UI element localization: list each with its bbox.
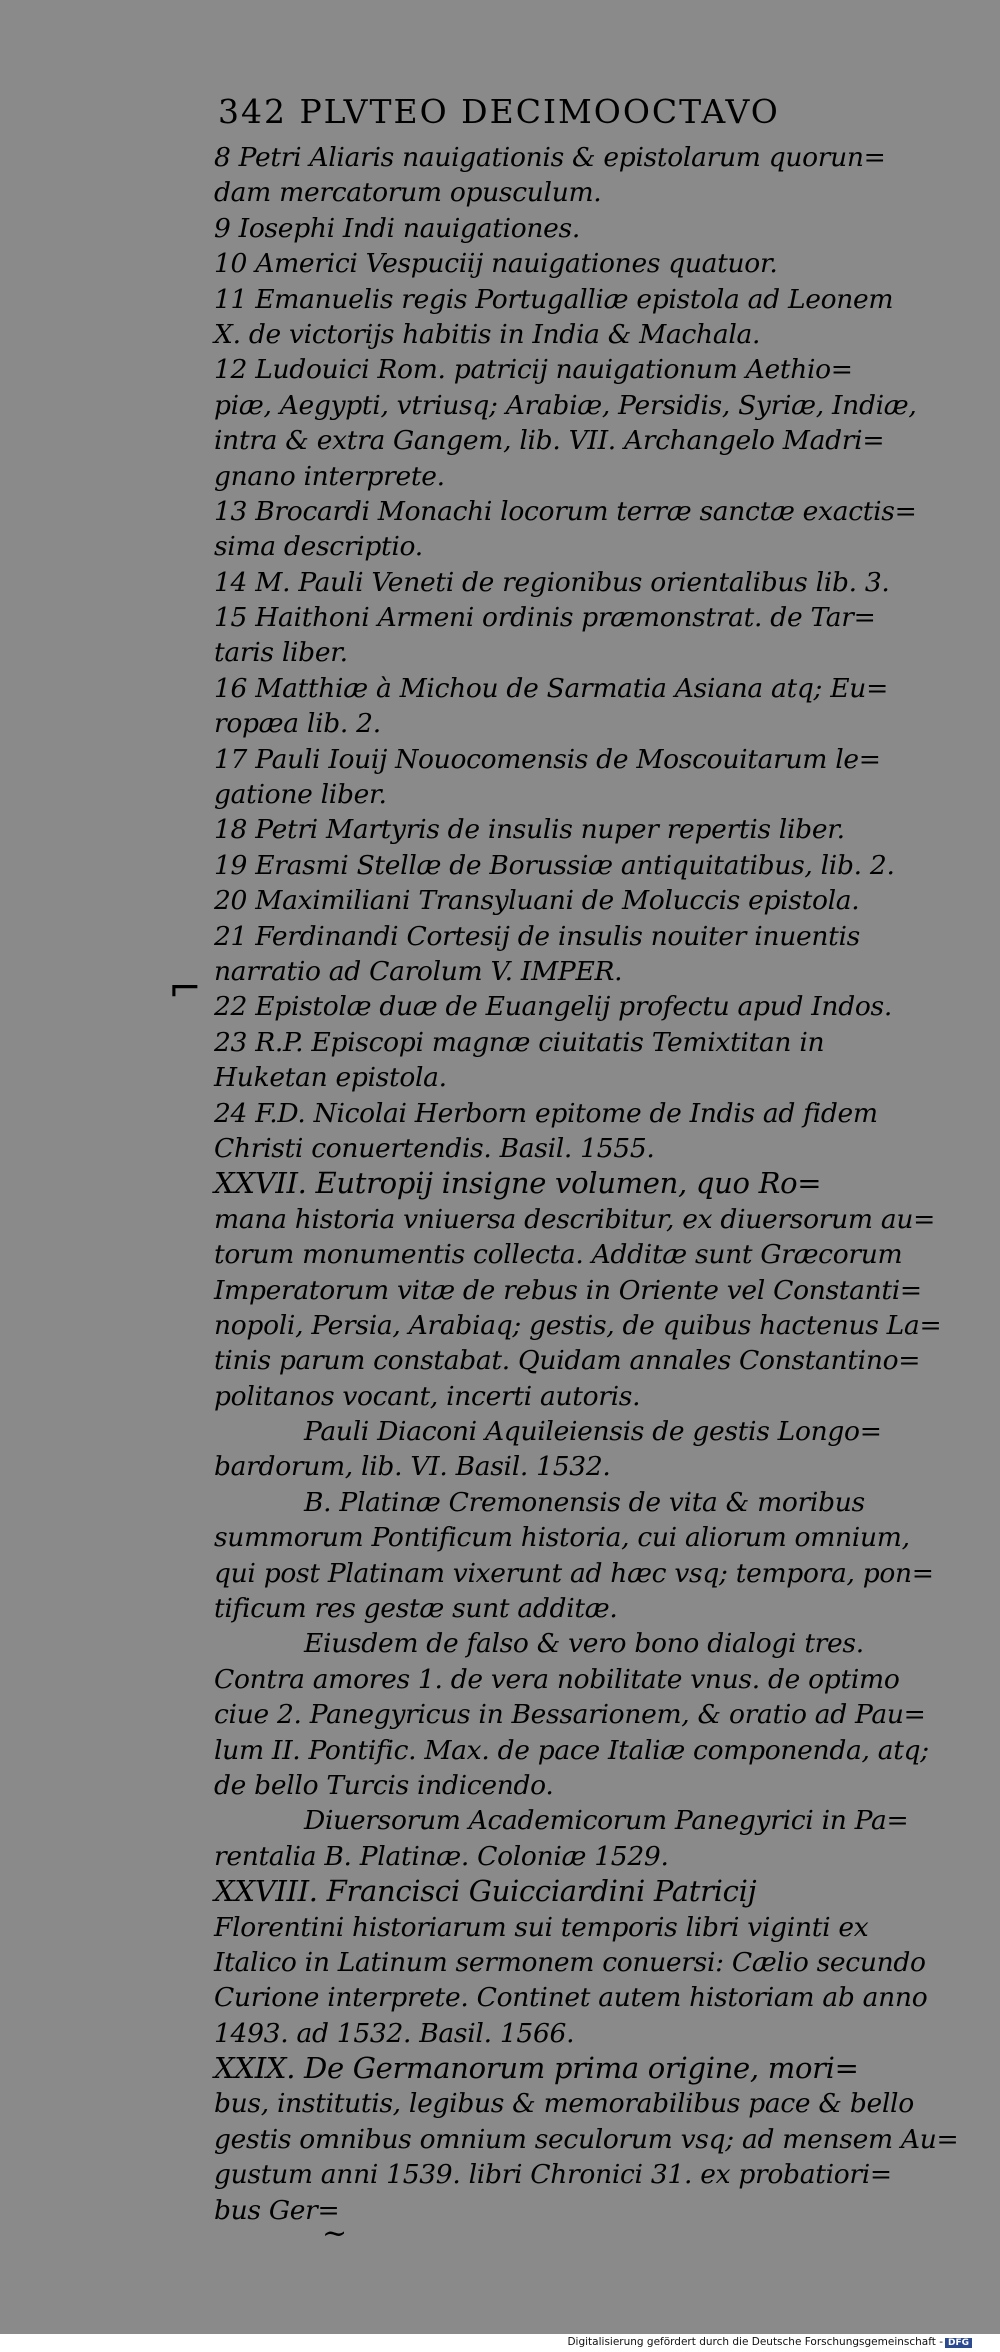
text-line: lum II. Pontific. Max. de pace Italiæ componenda, atq;: [214, 1734, 929, 1766]
text-line: 24 F.D. Nicolai Herborn epitome de Indis ad fidem: [214, 1097, 878, 1129]
text-line: 16 Matthiæ à Michou de Sarmatia Asiana atq; Eu=: [214, 672, 888, 704]
text-line: Contra amores 1. de vera nobilitate vnus. de optimo: [214, 1663, 900, 1695]
text-line: torum monumentis collecta. Additæ sunt Græcorum: [214, 1239, 903, 1271]
text-line: Florentini historiarum sui temporis libri viginti ex: [214, 1911, 869, 1943]
text-line: XXVIII. Francisci Guicciardini Patricij: [214, 1874, 757, 1909]
text-line: sima descriptio.: [214, 531, 423, 563]
text-line: de bello Turcis indicendo.: [214, 1769, 554, 1801]
text-line: 9 Iosephi Indi nauigationes.: [214, 212, 580, 244]
text-line: qui post Platinam vixerunt ad hæc vsq; tempora, pon=: [214, 1557, 934, 1589]
text-line: XXVII. Eutropij insigne volumen, quo Ro=: [214, 1166, 822, 1201]
text-line: Imperatorum vitæ de rebus in Oriente vel Constanti=: [214, 1274, 922, 1306]
text-line: intra & extra Gangem, lib. VII. Archangelo Madri=: [214, 425, 885, 457]
text-line: 13 Brocardi Monachi locorum terræ sanctæ exactis=: [214, 495, 917, 527]
text-line: Huketan epistola.: [214, 1062, 447, 1094]
text-line: Eiusdem de falso & vero bono dialogi tres.: [304, 1628, 864, 1660]
text-line: 11 Emanuelis regis Portugalliæ epistola ad Leonem: [214, 283, 894, 315]
text-line: dam mercatorum opusculum.: [214, 177, 602, 209]
text-line: bus, institutis, legibus & memorabilibus pace & bello: [214, 2088, 914, 2120]
text-line: tificum res gestæ sunt additæ.: [214, 1593, 618, 1625]
text-line: bardorum, lib. VI. Basil. 1532.: [214, 1451, 611, 1483]
text-line: Diuersorum Academicorum Panegyrici in Pa=: [304, 1805, 909, 1837]
text-line: taris liber.: [214, 637, 348, 669]
text-line: X. de victorijs habitis in India & Machala.: [214, 318, 761, 350]
text-line: 17 Pauli Iouij Nouocomensis de Moscouitarum le=: [214, 743, 881, 775]
text-line: 22 Epistolæ duæ de Euangelij profectu apud Indos.: [214, 991, 892, 1023]
text-line: summorum Pontificum historia, cui aliorum omnium,: [214, 1522, 910, 1554]
dfg-logo: DFG: [945, 2338, 972, 2348]
text-line: tinis parum constabat. Quidam annales Constantino=: [214, 1345, 921, 1377]
text-line: Italico in Latinum sermonem conuersi: Cælio secundo: [214, 1946, 926, 1978]
text-line: Christi conuertendis. Basil. 1555.: [214, 1132, 655, 1164]
text-line: gatione liber.: [214, 779, 387, 811]
text-line: Curione interprete. Continet autem historiam ab anno: [214, 1982, 928, 2014]
text-line: ropæa lib. 2.: [214, 708, 381, 740]
text-line: gnano interprete.: [214, 460, 445, 492]
text-line: 23 R.P. Episcopi magnæ ciuitatis Temixtitan in: [214, 1026, 825, 1058]
text-line: 15 Haithoni Armeni ordinis præmonstrat. de Tar=: [214, 602, 876, 634]
text-line: bus Ger=: [214, 2194, 340, 2226]
text-line: ciue 2. Panegyricus in Bessarionem, & oratio ad Pau=: [214, 1699, 926, 1731]
text-line: 12 Ludouici Rom. patricij nauigationum Aethio=: [214, 354, 853, 386]
text-line: 14 M. Pauli Veneti de regionibus orientalibus lib. 3.: [214, 566, 890, 598]
margin-annotation-mark: ⌐: [168, 966, 202, 1012]
footer-credit-text: Digitalisierung gefördert durch die Deutsche Forschungsgemeinschaft -: [567, 2336, 943, 2348]
bottom-annotation-mark: ~: [322, 2216, 348, 2251]
text-line: 21 Ferdinandi Cortesij de insulis nouiter inuentis: [214, 920, 860, 952]
text-line: XXIX. De Germanorum prima origine, mori=: [214, 2051, 859, 2086]
text-line: 19 Erasmi Stellæ de Borussiæ antiquitatibus, lib. 2.: [214, 849, 895, 881]
text-line: rentalia B. Platinæ. Coloniæ 1529.: [214, 1840, 669, 1872]
text-line: 8 Petri Aliaris nauigationis & epistolarum quorun=: [214, 142, 886, 173]
footer-credit: [567, 2336, 972, 2348]
text-line: 1493. ad 1532. Basil. 1566.: [214, 2017, 575, 2049]
text-line: narratio ad Carolum V. IMPER.: [214, 955, 623, 987]
text-line: gestis omnibus omnium seculorum vsq; ad mensem Au=: [214, 2123, 959, 2155]
text-line: 18 Petri Martyris de insulis nuper repertis liber.: [214, 814, 845, 846]
text-line: mana historia vniuersa describitur, ex diuersorum au=: [214, 1203, 935, 1235]
text-line: 10 Americi Vespuciij nauigationes quatuor.: [214, 248, 778, 280]
body-text: [214, 140, 959, 2228]
text-line: 20 Maximiliani Transyluani de Moluccis epistola.: [214, 885, 860, 917]
text-line: B. Platinæ Cremonensis de vita & moribus: [304, 1486, 865, 1518]
text-line: piæ, Aegypti, vtriusq; Arabiæ, Persidis, Syriæ, Indiæ,: [214, 389, 917, 421]
text-line: politanos vocant, incerti autoris.: [214, 1380, 641, 1412]
page-header: 342 PLVTEO DECIMOOCTAVO: [218, 92, 780, 131]
text-line: gustum anni 1539. libri Chronici 31. ex probatiori=: [214, 2159, 892, 2191]
text-line: nopoli, Persia, Arabiaq; gestis, de quibus hactenus La=: [214, 1309, 942, 1341]
text-line: Pauli Diaconi Aquileiensis de gestis Longo=: [304, 1416, 882, 1448]
